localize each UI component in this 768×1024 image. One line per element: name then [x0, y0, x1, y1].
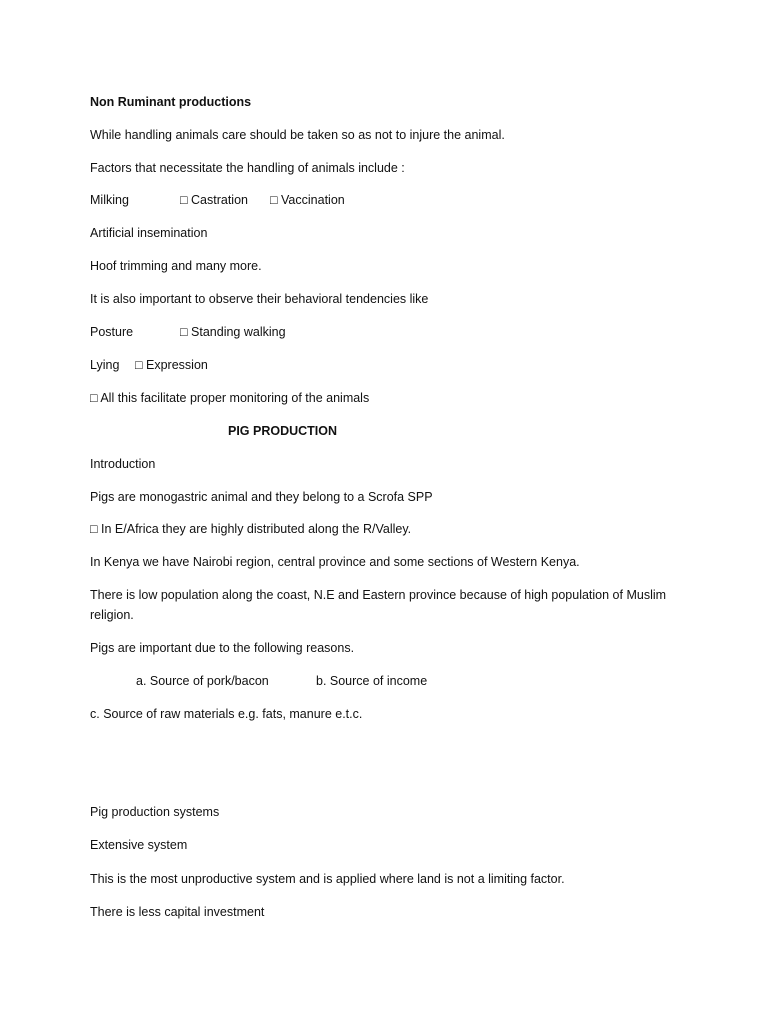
paragraph: In Kenya we have Nairobi region, central province and some sections of Western Kenya.	[90, 555, 580, 569]
paragraph: □ All this facilitate proper monitoring of the animals	[90, 391, 370, 405]
paragraph: While handling animals care should be taken so as not to injure the animal.	[90, 128, 505, 142]
handling-item-vaccination: □ Vaccination	[270, 193, 345, 207]
handling-item-milking: Milking	[90, 193, 129, 207]
reason-c: c. Source of raw materials e.g. fats, manure e.t.c.	[90, 707, 363, 721]
paragraph: It is also important to observe their behavioral tendencies like	[90, 292, 429, 306]
section-title: PIG PRODUCTION	[228, 424, 338, 438]
behavior-item-expression: □ Expression	[135, 358, 208, 372]
handling-row	[90, 192, 345, 208]
paragraph: This is the most unproductive system and is applied where land is not a limiting factor.	[90, 872, 565, 886]
behavior-item-lying: Lying	[90, 358, 120, 372]
behavior-row	[90, 357, 208, 373]
paragraph: Factors that necessitate the handling of animals include :	[90, 161, 405, 175]
behavior-item-posture: Posture	[90, 325, 134, 339]
paragraph: Artificial insemination	[90, 226, 208, 240]
paragraph: Pigs are monogastric animal and they belong to a Scrofa SPP	[90, 490, 433, 504]
subheading: Pig production systems	[90, 805, 220, 819]
paragraph: Hoof trimming and many more.	[90, 259, 262, 273]
subheading: Introduction	[90, 457, 156, 471]
handling-item-castration: □ Castration	[180, 193, 248, 207]
reason-a: a. Source of pork/bacon	[136, 674, 269, 688]
document-heading: Non Ruminant productions	[90, 95, 252, 109]
subheading: Extensive system	[90, 838, 188, 852]
behavior-item-standing: □ Standing walking	[180, 325, 286, 339]
paragraph: There is low population along the coast, N.E and Eastern province because of high population of Muslim religion.	[90, 588, 667, 622]
behavior-row	[90, 324, 286, 340]
paragraph: Pigs are important due to the following reasons.	[90, 641, 355, 655]
reason-b: b. Source of income	[316, 674, 428, 688]
reasons-row	[136, 673, 428, 689]
paragraph: □ In E/Africa they are highly distributed along the R/Valley.	[90, 522, 412, 536]
paragraph: There is less capital investment	[90, 905, 265, 919]
